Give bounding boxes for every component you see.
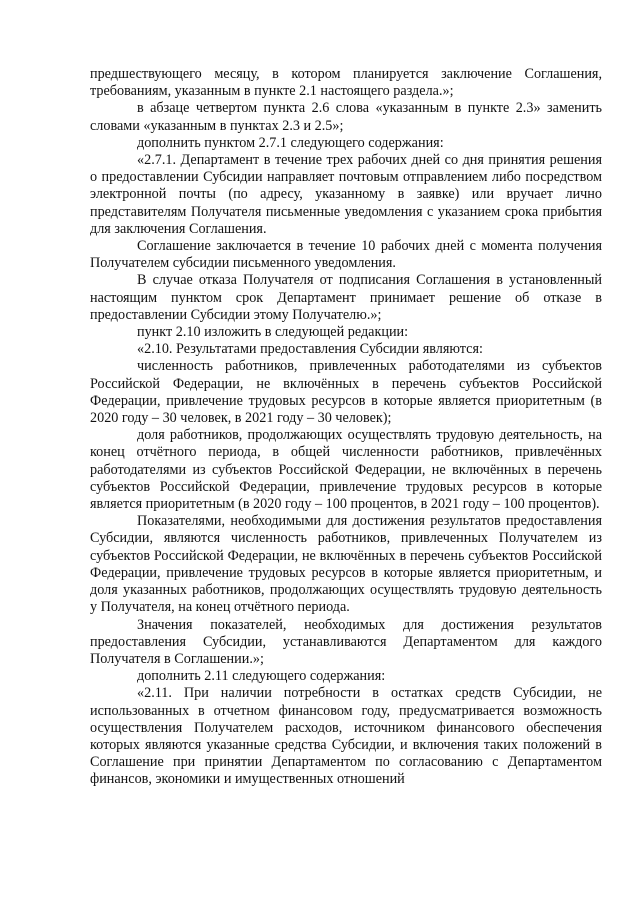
paragraph-amend-2-10: пункт 2.10 изложить в следующей редакции: <box>137 324 409 341</box>
document-body <box>90 66 602 789</box>
paragraph-add-2-7-1: дополнить пунктом 2.7.1 следующего содержания: <box>137 134 444 151</box>
paragraph-2-10: «2.10. Результатами предоставления Субсидии являются: <box>137 341 483 358</box>
paragraph-add-2-11: дополнить 2.11 следующего содержания: <box>137 668 386 685</box>
paragraph-continuation: предшествующего месяцу, в котором планируется заключение Соглашения, требованиям, указанным в пункте 2.1 настоящего раздела.»; <box>90 66 602 100</box>
paragraph-2-7-1: «2.7.1. Департамент в течение трех рабочих дней со дня принятия решения о предоставлении Субсидии направляет почтовым отправлением либо посредством электронной почты (по адресу, указанному в заявке) или вручает лично представителям Получателя письменные уведомления с указанием срока прибытия для заключения Соглашения. <box>90 152 602 237</box>
paragraph-workers-count: численность работников, привлеченных работодателями из субъектов Российской Федерации, не включённых в перечень субъектов Российской Федерации, привлечение трудовых ресурсов в которые является приоритетным (в 2020 году – 30 человек, в 2021 году – 30 человек); <box>90 358 602 427</box>
paragraph-amendment-2-6: в абзаце четвертом пункта 2.6 слова «указанным в пункте 2.3» заменить словами «указанным в пунктах 2.3 и 2.5»; <box>90 100 602 134</box>
paragraph-indicator-values: Значения показателей, необходимых для достижения результатов предоставления Субсидии, устанавливаются Департаментом для каждого Получателя в Соглашении.»; <box>90 616 602 667</box>
paragraph-workers-share: доля работников, продолжающих осуществлять трудовую деятельность, на конец отчётного периода, в общей численности работников, привлечённых работодателями из субъектов Российской Федерации, не включённых в перечень субъектов Российской Федерации, привлечение трудовых ресурсов в которые является приоритетным (в 2020 году – 100 процентов, в 2021 году – 100 процентов). <box>90 427 602 513</box>
paragraph-refusal: В случае отказа Получателя от подписания Соглашения в установленный настоящим пунктом срок Департамент принимает решение об отказе в предоставлении Субсидии этому Получателю.»; <box>90 272 602 323</box>
paragraph-agreement-term: Соглашение заключается в течение 10 рабочих дней с момента получения Получателем субсидии письменного уведомления. <box>90 238 602 272</box>
paragraph-indicators: Показателями, необходимыми для достижения результатов предоставления Субсидии, являются численность работников, привлеченных Получателем из субъектов Российской Федерации, не включённых в перечень субъектов Российской Федерации, привлечение трудовых ресурсов в которые является приоритетным, и доля указанных работников, продолжающих осуществлять трудовую деятельность у Получателя, на конец отчётного периода. <box>90 513 602 616</box>
paragraph-2-11: «2.11. При наличии потребности в остатках средств Субсидии, не использованных в отчетном финансовом году, предусматривается возможность осуществления Получателем расходов, источником финансового обеспечения которых являются указанные средства Субсидии, и включения таких положений в Соглашение при принятии Департаментом по согласованию с Департаментом финансов, экономики и имущественных отношений <box>90 685 602 788</box>
